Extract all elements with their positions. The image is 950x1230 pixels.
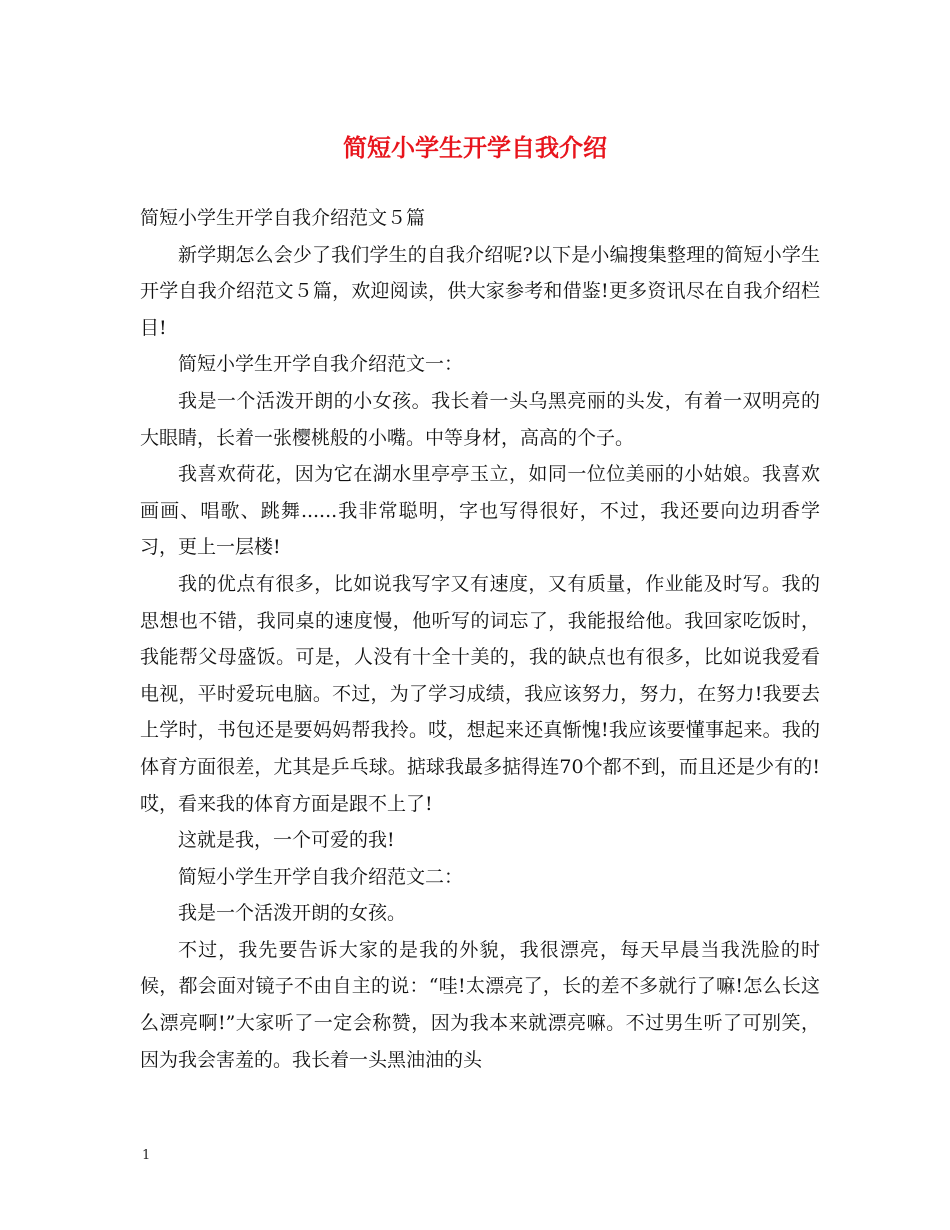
intro-paragraph: 新学期怎么会少了我们学生的自我介绍呢?以下是小编搜集整理的简短小学生开学自我介绍范文５篇，欢迎阅读，供大家参考和借鉴!更多资讯尽在自我介绍栏目!	[140, 243, 820, 339]
document-body	[140, 200, 820, 1078]
body-paragraph: 我是一个活泼开朗的小女孩。我长着一头乌黑亮丽的头发，有着一双明亮的大眼睛，长着一张樱桃般的小嘴。中等身材，高高的个子。	[140, 389, 820, 449]
subtitle-paragraph: 简短小学生开学自我介绍范文５篇	[140, 207, 426, 229]
body-paragraph: 不过，我先要告诉大家的是我的外貌，我很漂亮，每天早晨当我洗脸的时候，都会面对镜子不由自主的说：“哇!太漂亮了，长的差不多就行了嘛!怎么长这么漂亮啊!”大家听了一定会称赞，因为我本来就漂亮嘛。不过男生听了可别笑，因为我会害羞的。我长着一头黑油油的头	[140, 938, 820, 1071]
body-paragraph: 我是一个活泼开朗的女孩。	[178, 902, 407, 925]
body-paragraph: 这就是我，一个可爱的我!	[178, 829, 395, 852]
body-paragraph: 我的优点有很多，比如说我写字又有速度，又有质量，作业能及时写。我的思想也不错，我同桌的速度慢，他听写的词忘了，我能报给他。我回家吃饭时，我能帮父母盛饭。可是，人没有十全十美的，我的缺点也有很多，比如说我爱看电视，平时爱玩电脑。不过，为了学习成绩，我应该努力，努力，在努力!我要去上学时，书包还是要妈妈帮我拎。哎，想起来还真惭愧!我应该要懂事起来。我的体育方面很差，尤其是乒乓球。掂球我最多掂得连70个都不到，而且还是少有的!哎，看来我的体育方面是跟不上了!	[140, 572, 820, 815]
document-title: 简短小学生开学自我介绍	[343, 133, 607, 162]
body-paragraph: 我喜欢荷花，因为它在湖水里亭亭玉立，如同一位位美丽的小姑娘。我喜欢画画、唱歌、跳舞......我非常聪明，字也写得很好，不过，我还要向边玥香学习，更上一层楼!	[140, 463, 820, 559]
page-number: 1	[142, 1148, 151, 1163]
section-heading-paragraph: 简短小学生开学自我介绍范文二：	[178, 865, 464, 888]
section-heading-paragraph: 简短小学生开学自我介绍范文一：	[178, 353, 464, 376]
